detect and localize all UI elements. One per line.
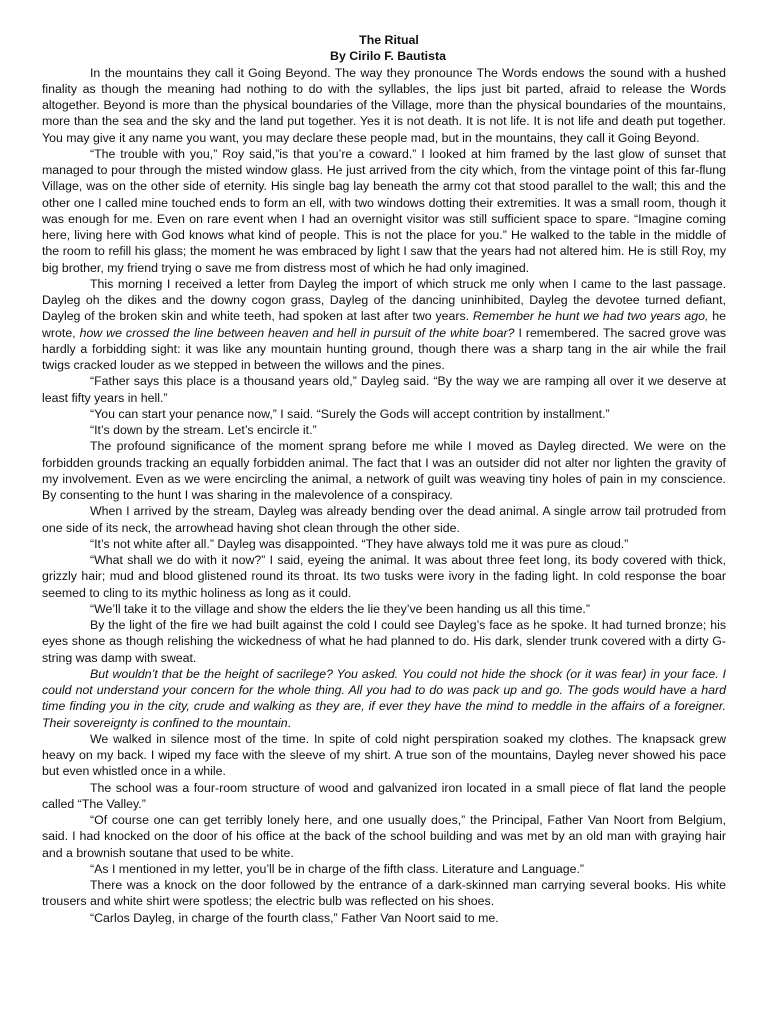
paragraph: [42, 780, 726, 813]
paragraph: [42, 910, 726, 926]
text-run: In the mountains they call it Going Beyond. The way they pronounce The Words endows the sound with a hushed finality as though the meaning had nothing to do with the syllables, the lips just bit parted, afraid to release the Words altogether. Beyond is more than the physical boundaries of the Village, more than the physical boundaries of the mountains, more than the sea and the sky and the land put together. Yes it is not death. It is not life. It is not life and death put together. You may give it any name you want, you may declare these people mad, but in the mountains, they call it Going Beyond.: [42, 65, 726, 145]
text-run: “What shall we do with it now?” I said, eyeing the animal. It was about three feet long, its body covered with thick, grizzly hair; mud and blood glistened round its throat. Its two tusks were ivory in the fading light. In cold response the boar seemed to cling to its mythic holiness as long as it could.: [42, 553, 726, 600]
paragraph: [42, 373, 726, 406]
paragraph: [42, 438, 726, 503]
text-run: I remembered. The sacred grove was hardly a forbidding sight: it was like any mountain hunting ground, though there was a sharp tang in the air while the frail twigs cracked louder as we stepped in between the willows and the pines.: [42, 325, 726, 372]
text-run: “As I mentioned in my letter, you’ll be in charge of the fifth class. Literature and Language.”: [90, 861, 585, 876]
italic-text-run: Remember he hunt we had two years ago,: [472, 309, 709, 324]
italic-text-run: how we crossed the line between heaven and hell in pursuit of the white boar?: [79, 325, 515, 340]
paragraph: [42, 146, 726, 276]
paragraph: [42, 601, 726, 617]
text-run: “It’s down by the stream. Let’s encircle it.”: [90, 423, 317, 437]
text-run: “The trouble with you,” Roy said,”is that you’re a coward.” I looked at him framed by the last glow of sunset that managed to pour through the misted window glass. He just arrived from the city which, from the vintage point of this far-flung Village, was on the other side of eternity. His single bag lay beneath the army cot that stood parallel to the wall; this and the other one I called mine touched ends to form an ell, with two windows dotting their extremities. It was a small room, though it was enough for me. Even on rare event when I had an overnight visitor was still sufficient space to spare. “Imagine coming here, living here with God knows what kind of people. This is not the place for you.” He walked to the table in the middle of the room to refill his glass; the moment he was embraced by light I saw that the years had not altered him. He is still Roy, my big brother, my friend trying o save me from distress most of which he had only imagined.: [42, 146, 726, 275]
paragraph: [42, 877, 726, 910]
document-body: [42, 65, 726, 926]
paragraph: [42, 552, 726, 601]
text-run: he wrote,: [42, 309, 726, 340]
paragraph: [42, 666, 726, 731]
text-run: “Father says this place is a thousand years old,” Dayleg said. “By the way we are ramping all over it we deserve at least fifty years in hell.”: [42, 374, 726, 405]
document-author: By Cirilo F. Bautista: [330, 49, 446, 64]
paragraph: [42, 406, 726, 422]
paragraph: [42, 536, 726, 552]
text-run: .: [287, 715, 292, 730]
paragraph: [42, 617, 726, 666]
paragraph: [42, 861, 726, 877]
italic-text-run: But wouldn’t that be the height of sacrilege? You asked. You could not hide the shock (or it was fear) in your face. I could not understand your concern for the whole thing. All you had to do was pack up and go. The gods would have a hard time finding you in the city, crude and walking as they are, if ever they have the mind to meddle in the affairs of a foreigner. Their sovereignty is confined to the mountain: [42, 666, 726, 730]
paragraph: [42, 65, 726, 146]
text-run: “We’ll take it to the village and show the elders the lie they’ve been handing us all this time.”: [90, 601, 590, 616]
text-run: When I arrived by the stream, Dayleg was already bending over the dead animal. A single arrow tail protruded from one side of its neck, the arrowhead having shot clean through the other side.: [42, 504, 726, 535]
paragraph: [42, 731, 726, 780]
paragraph: [42, 503, 726, 536]
text-run: The school was a four-room structure of wood and galvanized iron located in a small piece of flat land the people called “The Valley.”: [42, 780, 726, 811]
text-run: There was a knock on the door followed by the entrance of a dark-skinned man carrying several books. His white trousers and white shirt were spotless; the electric bulb was reflected on his shoes.: [42, 878, 726, 909]
text-run: We walked in silence most of the time. In spite of cold night perspiration soaked my clothes. The knapsack grew heavy on my back. I wiped my face with the sleeve of my shirt. A true son of the mountains, Dayleg never showed his pace but even whistled once in a while.: [42, 731, 726, 779]
text-run: “Carlos Dayleg, in charge of the fourth class,” Father Van Noort said to me.: [90, 910, 499, 925]
text-run: This morning I received a letter from Dayleg the import of which struck me only when I came to the last passage. Dayleg oh the dikes and the downy cogon grass, Dayleg of the dancing uninhibited, Dayleg the devotee turned defiant, Dayleg of the broken skin and white teeth, had spoken at last after two years.: [42, 276, 726, 324]
text-run: “It’s not white after all.” Dayleg was disappointed. “They have always told me it was pure as cloud.”: [90, 536, 629, 551]
text-run: “You can start your penance now,” I said. “Surely the Gods will accept contrition by installment.”: [90, 406, 610, 421]
text-run: By the light of the fire we had built against the cold I could see Dayleg’s face as he spoke. It had turned bronze; his eyes shone as though relishing the wickedness of what he had planned to do. His dark, slender trunk covered with a dirty G-string was damp with sweat.: [42, 618, 726, 665]
paragraph: [42, 276, 726, 374]
document-title: The Ritual: [359, 33, 419, 47]
text-run: The profound significance of the moment sprang before me while I moved as Dayleg directed. We were on the forbidden grounds tracking an equally forbidden animal. The fact that I was an outsider did not alter nor lighten the gravity of my involvement. Even as we were encircling the animal, a network of guilt was weaving tiny holes of pain in my conscience. By consenting to the hunt I was sharing in the malevolence of a conspiracy.: [42, 439, 726, 502]
paragraph: [42, 812, 726, 861]
text-run: “Of course one can get terribly lonely here, and one usually does,” the Principal, Father Van Noort from Belgium, said. I had knocked on the door of his office at the back of the school building and was met by an old man with graying hair and a brownish soutane that used to be white.: [42, 813, 726, 860]
paragraph: [42, 422, 726, 438]
